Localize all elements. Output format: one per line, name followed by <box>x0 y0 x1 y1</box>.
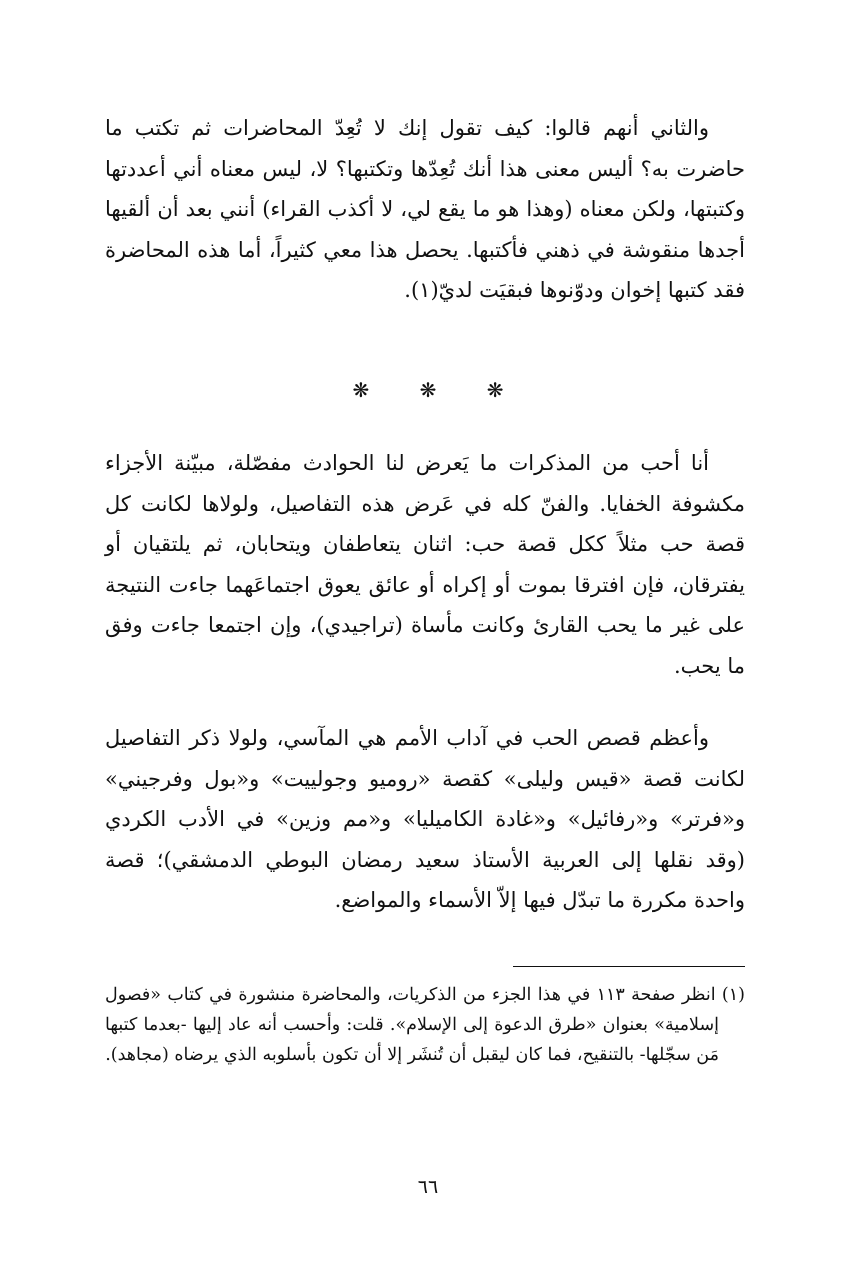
paragraph-text: والثاني أنهم قالوا: كيف تقول إنك لا تُعِدّ المحاضرات ثم تكتب ما حاضرت به؟ أليس معنى هذا أنك تُعِدّها وتكتبها؟ لا، ليس معناه أني أعددتها وكتبتها، ولكن معناه (وهذا هو ما يقع لي، لا أكذب القراء) أنني بعد أن ألقيها أجدها منقوشة في ذهني فأكتبها. يحصل هذا معي كثيراً، أما هذه المحاضرة فقد كتبها إخوان ودوّنوها فبقيَت لديّ(١). <box>105 116 745 303</box>
section-separator: ❋ ❋ ❋ <box>352 378 526 402</box>
page-number: ٦٦ <box>417 1176 439 1198</box>
paragraph-text: وأعظم قصص الحب في آداب الأمم هي المآسي، ولولا ذكر التفاصيل لكانت قصة «قيس وليلى» كقصة «روميو وجولييت» و«بول وفرجيني» و«فرتر» و«رفائيل» و«غادة الكاميليا» و«مم وزين» في الأدب الكردي (وقد نقلها إلى العربية الأستاذ سعيد رمضان البوطي الدمشقي)؛ قصة واحدة مكررة ما تبدّل فيها إلاّ الأسماء والمواضع. <box>105 726 745 913</box>
footnote-divider <box>513 966 745 967</box>
footnotes <box>105 980 745 1070</box>
paragraph-text: أنا أحب من المذكرات ما يَعرض لنا الحوادث مفصّلة، مبيّنة الأجزاء مكشوفة الخفايا. والفنّ كله في عَرض هذه التفاصيل، ولولاها لكانت كل قصة حب مثلاً ككل قصة حب: اثنان يتعاطفان ويتحابان، ثم يلتقيان أو يفترقان، فإن افترقا بموت أو إكراه أو عائق يعوق اجتماعَهما جاءت النتيجة على غير ما يحب القارئ وكانت مأساة (تراجيدي)، وإن اجتمعا جاءت وفق ما يحب. <box>105 451 745 678</box>
paragraph-memoir-details <box>105 443 745 687</box>
paragraph-lecture-note <box>105 108 745 311</box>
paragraph-love-stories <box>105 718 745 921</box>
footnote-item: (١) انظر صفحة ١١٣ في هذا الجزء من الذكريات، والمحاضرة منشورة في كتاب «فصول إسلامية» بعنوان «طرق الدعوة إلى الإسلام». قلت: وأحسب أنه عاد إليها -بعدما كتبها مَن سجّلها- بالتنقيح، فما كان ليقبل أن تُنشَر إلا أن تكون بأسلوبه الذي يرضاه (مجاهد). <box>105 985 745 1065</box>
